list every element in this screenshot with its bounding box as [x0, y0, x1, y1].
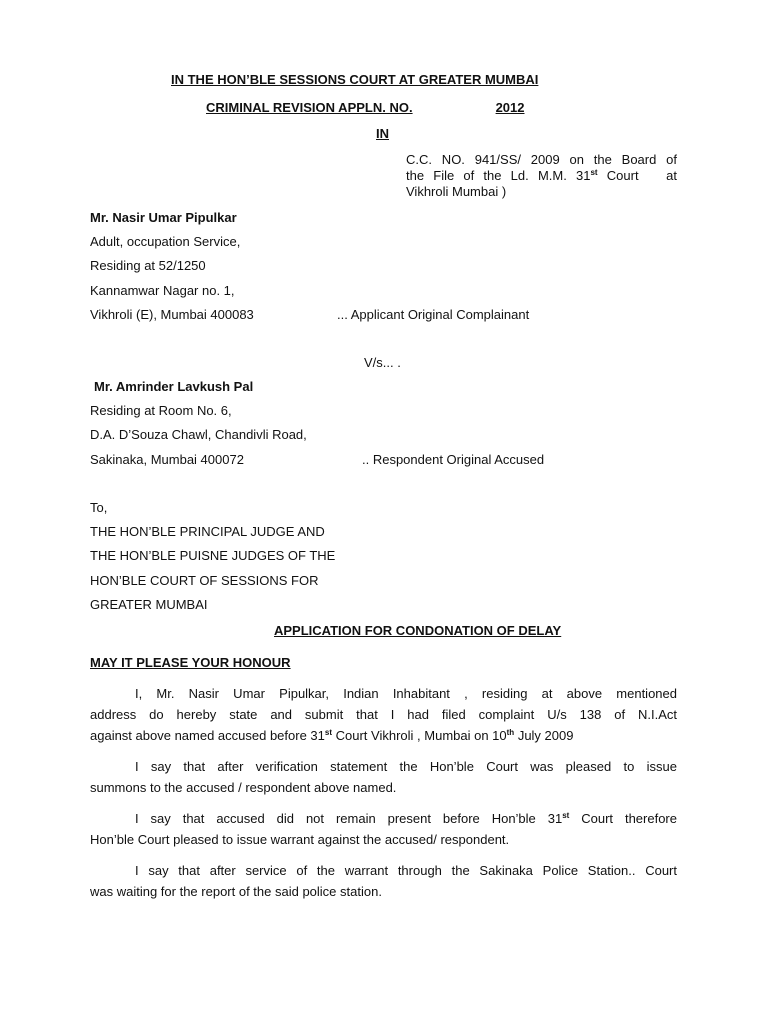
- applicant-line-4: Vikhroli (E), Mumbai 400083: [90, 307, 254, 322]
- paragraph-1-line-3: against above named accused before 31st Court Vikhroli , Mumbai on 10th July 2009: [90, 728, 574, 743]
- paragraph-1-line-2: address do hereby state and submit that I had filed complaint U/s 138 of N.I.Act: [90, 707, 677, 722]
- salutation: MAY IT PLEASE YOUR HONOUR: [90, 655, 291, 670]
- respondent-line-2: D.A. D’Souza Chawl, Chandivli Road,: [90, 427, 307, 442]
- paragraph-4-line-1: I say that after service of the warrant through the Sakinaka Police Station.. Court: [135, 863, 677, 878]
- addressee-line-1: THE HON’BLE PRINCIPAL JUDGE AND: [90, 524, 325, 539]
- addressee-line-3: HON’BLE COURT OF SESSIONS FOR: [90, 573, 319, 588]
- application-title: APPLICATION FOR CONDONATION OF DELAY: [274, 623, 562, 638]
- respondent-line-1: Residing at Room No. 6,: [90, 403, 232, 418]
- applicant-name: Mr. Nasir Umar Pipulkar: [90, 210, 237, 225]
- applicant-line-2: Residing at 52/1250: [90, 258, 206, 273]
- court-title: IN THE HON’BLE SESSIONS COURT AT GREATER MUMBAI: [171, 72, 539, 87]
- in-label: IN: [376, 126, 389, 141]
- revision-year: 2012: [495, 100, 525, 115]
- applicant-line-3: Kannamwar Nagar no. 1,: [90, 283, 235, 298]
- paragraph-4-line-2: was waiting for the report of the said police station.: [90, 884, 382, 899]
- versus: V/s... .: [364, 355, 401, 370]
- cc-line-2: the File of the Ld. M.M. 31st Court at: [406, 168, 677, 183]
- paragraph-3-line-1: I say that accused did not remain present before Hon’ble 31st Court therefore: [135, 811, 677, 826]
- applicant-line-1: Adult, occupation Service,: [90, 234, 241, 249]
- revision-application-number: [206, 100, 525, 116]
- cc-line-1: C.C. NO. 941/SS/ 2009 on the Board of: [406, 152, 677, 167]
- applicant-role: ... Applicant Original Complainant: [337, 307, 530, 322]
- paragraph-2-line-2: summons to the accused / respondent above named.: [90, 780, 397, 795]
- revision-label: CRIMINAL REVISION APPLN. NO.: [206, 100, 413, 115]
- respondent-name: Mr. Amrinder Lavkush Pal: [94, 379, 254, 394]
- addressee-line-2: THE HON’BLE PUISNE JUDGES OF THE: [90, 548, 336, 563]
- respondent-role: .. Respondent Original Accused: [362, 452, 545, 467]
- respondent-line-3: Sakinaka, Mumbai 400072: [90, 452, 244, 467]
- cc-line-3: Vikhroli Mumbai ): [406, 184, 507, 199]
- paragraph-1-line-1: I, Mr. Nasir Umar Pipulkar, Indian Inhabitant , residing at above mentioned: [135, 686, 677, 701]
- paragraph-3-line-2: Hon’ble Court pleased to issue warrant against the accused/ respondent.: [90, 832, 510, 847]
- addressee-to: To,: [90, 500, 108, 515]
- paragraph-2-line-1: I say that after verification statement the Hon’ble Court was pleased to issue: [135, 759, 677, 774]
- addressee-line-4: GREATER MUMBAI: [90, 597, 208, 612]
